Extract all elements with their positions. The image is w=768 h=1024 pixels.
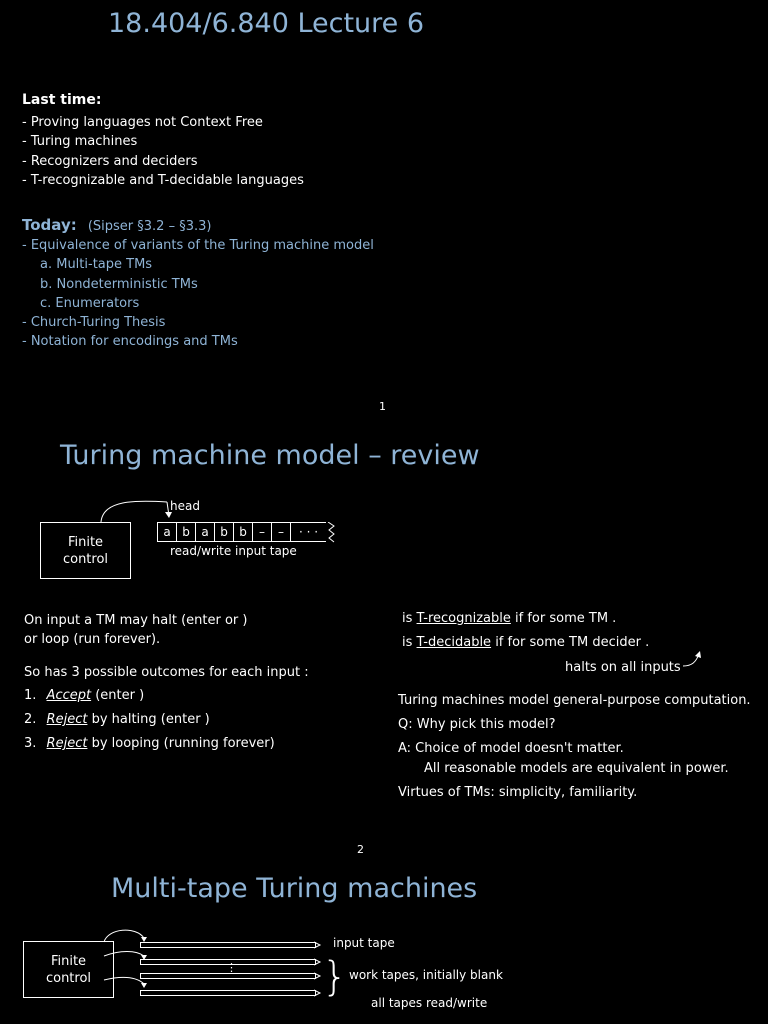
text-line: Turing machines model general-purpose computation. <box>398 693 751 708</box>
halts-arrow <box>682 650 704 670</box>
last-time-item: - Proving languages not Context Free <box>22 115 263 130</box>
def-term: T-recognizable <box>416 611 511 626</box>
today-subitem: a. Multi-tape TMs <box>40 257 153 273</box>
tape-cell: – <box>271 522 291 542</box>
today-subitem: b. Nondeterministic TMs <box>40 276 198 292</box>
today-header <box>22 215 211 234</box>
today-item: - Notation for encodings and TMs <box>22 334 238 350</box>
last-time-item: - Turing machines <box>22 134 138 150</box>
tm-outcomes-intro <box>24 611 247 649</box>
input-tape-label: input tape <box>333 936 395 950</box>
text-line: Q: Why pick this model? <box>398 717 556 732</box>
outcome-1 <box>24 688 144 703</box>
def-text: if for some TM decider . <box>491 635 650 650</box>
work-tapes-brace: } <box>322 954 348 1000</box>
tape-cell: a <box>195 522 215 542</box>
def-text: is <box>402 611 417 626</box>
def-text: is <box>402 635 417 650</box>
work-tapes-label: work tapes, initially blank <box>349 968 503 982</box>
outcome-number: 1. <box>24 688 37 703</box>
lecture-title: 18.404/6.840 Lecture 6 <box>108 8 425 39</box>
outcome-word: Accept <box>46 688 92 703</box>
tape-torn-edge <box>326 522 338 544</box>
outcome-number: 2. <box>24 712 37 727</box>
text-line: All reasonable models are equivalent in power. <box>424 761 729 776</box>
tape-cell: – <box>252 522 272 542</box>
recognizable-def <box>402 611 616 626</box>
def-text: if for some TM . <box>510 611 617 626</box>
decidable-def <box>402 635 649 650</box>
outcome-word: Reject <box>46 736 88 751</box>
outcome-3 <box>24 736 275 751</box>
text-line: On input a TM may halt (enter or ) <box>24 613 248 628</box>
tape-cell: b <box>176 522 196 542</box>
last-time-item: - Recognizers and deciders <box>22 153 198 169</box>
page-number: 2 <box>357 843 364 856</box>
last-time-heading: Last time: <box>22 92 102 108</box>
today-reference: (Sipser §3.2 – §3.3) <box>87 219 212 234</box>
input-tape <box>158 522 326 542</box>
last-time-list <box>22 113 304 190</box>
finite-control-box <box>40 522 131 579</box>
text-line: Virtues of TMs: simplicity, familiarity. <box>398 785 638 800</box>
work-tape <box>140 990 316 996</box>
outcome-number: 3. <box>24 736 37 751</box>
slide-title: Multi-tape Turing machines <box>111 873 478 904</box>
finite-control-label: Finite <box>67 534 104 550</box>
text-line: A: Choice of model doesn't matter. <box>398 741 624 756</box>
today-list <box>22 236 374 352</box>
today-item: - Equivalence of variants of the Turing machine model <box>22 238 374 253</box>
today-subitem: c. Enumerators <box>40 295 140 311</box>
last-time-item: - T-recognizable and T-decidable languages <box>22 172 304 188</box>
halts-note: halts on all inputs <box>565 660 681 675</box>
text-line: or loop (run forever). <box>24 632 161 647</box>
text-line: So has 3 possible outcomes for each input : <box>24 665 309 680</box>
input-tape <box>140 942 316 948</box>
head-label: head <box>170 499 200 513</box>
tape-cell: b <box>214 522 234 542</box>
finite-control-label: control <box>62 551 109 567</box>
finite-control-label: control <box>45 970 92 986</box>
slide-title: Turing machine model – review <box>60 440 480 471</box>
tape-label: read/write input tape <box>170 544 297 558</box>
outcome-text: (enter ) <box>91 688 145 703</box>
today-item: - Church-Turing Thesis <box>22 315 166 331</box>
outcome-2 <box>24 712 210 727</box>
tape-dots: ⋮ <box>226 961 237 974</box>
tape-cell-ellipsis: · · · <box>290 522 326 542</box>
tape-cell: a <box>157 522 177 542</box>
all-tapes-label: all tapes read/write <box>371 996 488 1010</box>
tape-cell: b <box>233 522 253 542</box>
def-term: T-decidable <box>416 635 492 650</box>
outcome-text: by halting (enter ) <box>87 712 210 727</box>
page-number: 1 <box>379 400 386 413</box>
finite-control-label: Finite <box>50 953 87 969</box>
outcome-text: by looping (running forever) <box>87 736 275 751</box>
today-heading: Today: <box>22 216 77 234</box>
outcome-word: Reject <box>46 712 88 727</box>
